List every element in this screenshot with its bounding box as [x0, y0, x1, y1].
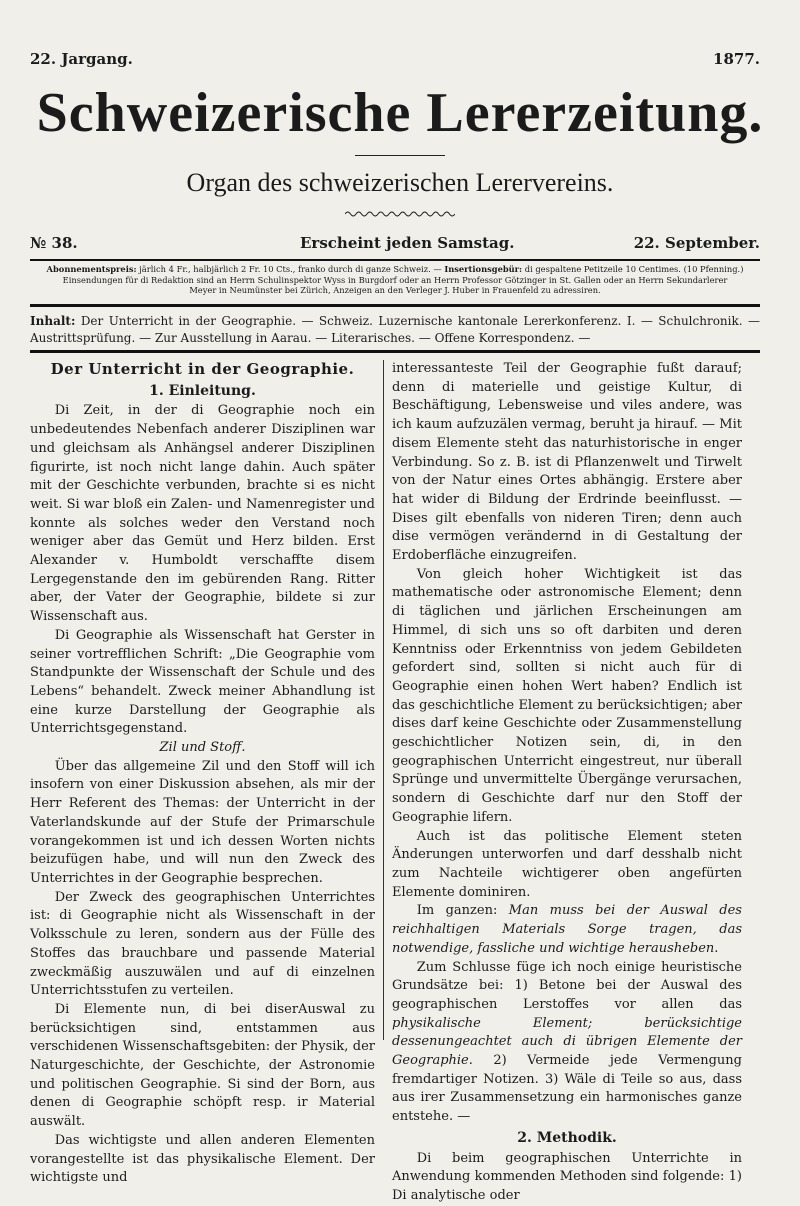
- masthead-title: Schweizerische Lererzeitung.: [36, 82, 764, 144]
- paragraph: Von gleich hoher Wichtigkeit ist das mathematische oder astronomische Element; denn di täglichen und järlichen Erscheinungen am Himmel, di sich uns so oft darbiten und deren Kenntniss oder Erkenntniss von jedem Gebildeten gefordert sind, sollten si nicht auch für di Geographie einen hohen Wert haben? Endlich ist das geschichtliche Element zu berücksichtigen; aber dises darf keine Geschichte oder Zusammenstellung geschichtlicher Notizen sein, di, in den geographischen Unterricht eingestreut, nur überall Sprünge und unvermittelte Übergänge verursachen, sondern di Geschichte darf nur den Stoff der Geographie lifern.: [392, 566, 742, 825]
- section-heading-einleitung: 1. Einleitung.: [149, 382, 256, 399]
- column-divider: [383, 360, 384, 1040]
- principles-italic-2: berücksichtige dessenungeachtet auch di übrigen Elemente der Geographie.: [392, 1015, 742, 1069]
- issue-number: № 38.: [30, 234, 78, 252]
- submissions-text-cont: Meyer in Neumünster bei Zürich, Anzeigen an den Verleger J. Huber in Frauenfeld zu adressiren.: [189, 285, 601, 295]
- submissions-text: Einsendungen für di Redaktion sind an Herrn Schulinspektor Wyss in Burgdorf oder an Herrn Professor Götzinger in St. Gallen oder an Herrn Sekundarlerer: [62, 274, 728, 285]
- paragraph: Das wichtigste und allen anderen Elementen vorangestellte ist das physikalische Element. Der wichtigste und: [30, 1132, 375, 1186]
- article-column-right: [392, 360, 742, 1206]
- title-rule: [355, 155, 445, 156]
- principles-text-2: 2) Vermeide jede Vermengung fremdartiger Notizen. 3) Wäle di Teile so aus, dass aus irer Zusammensetzung ein harmonisches ganze entstehe. —: [392, 1053, 742, 1125]
- paragraph: Di Geographie als Wissenschaft hat Gerster in seiner vortrefflichen Schrift: „Die Geographie vom Standpunkte der Wissenschaft der Schule und des Lebens“ behandelt. Zweck meiner Abhandlung ist eine kurze Darstellung der Geographie als Unterrichtsgegenstand.: [30, 627, 375, 737]
- subscription-price-label: Abonnementspreis:: [46, 264, 137, 274]
- contents-text: Der Unterricht in der Geographie. — Schweiz. Luzernische kantonale Lererkonferenz. I. — Schulchronik. — Austrittsprüfung. — Zur Ausstellung in Aarau. — Literarisches. — Offene Korrespondenz. —: [30, 314, 760, 345]
- paragraph: interessanteste Teil der Geographie fußt darauf; denn di materielle und geistige Kultur, di Beschäftigung, Lebensweise und viles andere, was ich kaum aufzuzälen vermag, beruht ja hirauf. — Mit disem Elemente steht das naturhistorische in enger Verbindung. So z. B. ist di Pflanzenwelt und Tirwelt von der Natur eines Ortes abhängig. Erstere aber hat wider di Bildung der Erdrinde beeinflusst. — Dises gilt ebenfalls von nideren Tiren; denn auch dise vermögen verändernd in di Gestaltung der Erdoberfläche einzugreifen.: [392, 361, 742, 564]
- issue-schedule: Erscheint jeden Samstag.: [300, 234, 515, 252]
- summary-italic: Man muss bei der Auswal des reichhaltigen Materials Sorge tragen, das notwendige, fassliche und wichtige herausheben.: [392, 903, 742, 956]
- ornament-wavy-rule: [345, 210, 455, 218]
- subheading-zil-und-stoff: Zil und Stoff.: [159, 740, 246, 756]
- paragraph: Di beim geographischen Unterrichte in Anwendung kommenden Methoden sind folgende: 1) Di analytische oder: [392, 1150, 742, 1203]
- rule-above-contents: [30, 304, 760, 307]
- volume-label: 22. Jargang.: [30, 50, 133, 68]
- paragraph: [392, 902, 742, 958]
- principles-text: Zum Schlusse füge ich noch einige heuristische Grundsätze bei: 1) Betone bei der Auswal des geographischen Lerstoffes vor allen das: [392, 959, 742, 1012]
- paragraph: Di Elemente nun, di bei diserAuswal zu berücksichtigen sind, entstammen aus verschidenen Wissenschaftsgebiten: der Physik, der Naturgeschichte, der Geschichte, der Astronomie und politischen Geographie. Si sind der Born, aus denen di Geographie schöpft resp. ir Material auswält.: [30, 1001, 375, 1130]
- subscription-info: [30, 264, 760, 296]
- article-column-left: [30, 360, 375, 1188]
- article-title: Der Unterricht in der Geographie.: [50, 360, 355, 378]
- issue-line: [30, 234, 760, 256]
- top-line: [30, 50, 760, 72]
- insertion-fee-text: di gespaltene Petitzeile 10 Centimes. (10 Pfenning.): [524, 264, 744, 274]
- insertion-fee-label: Insertionsgebür:: [444, 264, 523, 274]
- contents-label: Inhalt:: [30, 314, 76, 328]
- subscription-price-text: järlich 4 Fr., halbjärlich 2 Fr. 10 Cts., franko durch di ganze Schweiz. —: [139, 264, 442, 274]
- paragraph: [392, 959, 742, 1127]
- section-heading-methodik: 2. Methodik.: [517, 1129, 617, 1146]
- issue-date: 22. September.: [633, 234, 760, 252]
- principles-italic: physikalische Element;: [392, 1015, 593, 1031]
- paragraph: Der Zweck des geographischen Unterrichtes ist: di Geographie nicht als Wissenschaft in der Volksschule zu leren, sondern aus der Fülle des Stoffes das brauchbare und passende Material zweckmäßig auszuwälen und auf di einzelnen Unterrichtsstufen zu verteilen.: [30, 889, 375, 999]
- paragraph: Über das allgemeine Zil und den Stoff will ich insofern von einer Diskussion absehen, als mir der Herr Referent des Themas: der Unterricht in der Vaterlandskunde auf der Stufe der Primarschule vorangekommen ist und ich dessen Worten nichts beizufügen habe, und will nun den Zweck des Unterrichtes in der Geographie besprechen.: [30, 758, 375, 886]
- paragraph: Di Zeit, in der di Geographie noch ein unbedeutendes Nebenfach anderer Disziplinen war und gleichsam als Anhängsel anderer Disziplinen figurirte, ist noch nicht lange dahin. Auch später mit der Geschichte verbunden, brachte si es nicht weit. Si war bloß ein Zalen- und Namenregister und konnte als solches weder den Verstand noch weniger aber das Gemüt und Herz bilden. Erst Alexander v. Humboldt verschaffte disem Lergegenstande den im gebürenden Rang. Ritter aber, der Vater der Geographie, bildete si zur Wissenschaft aus.: [30, 403, 375, 625]
- summary-lead: Im ganzen:: [416, 903, 498, 919]
- masthead-subtitle: Organ des schweizerischen Lerervereins.: [186, 168, 614, 197]
- rule-above-article: [30, 350, 760, 353]
- year-label: 1877.: [713, 50, 760, 68]
- paragraph: Auch ist das politische Element steten Änderungen unterworfen und darf desshalb nicht zum Nachteile wichtigerer oben angefürten Elemente dominiren.: [392, 828, 742, 900]
- table-of-contents: [30, 313, 760, 347]
- rule-above-prices: [30, 259, 760, 261]
